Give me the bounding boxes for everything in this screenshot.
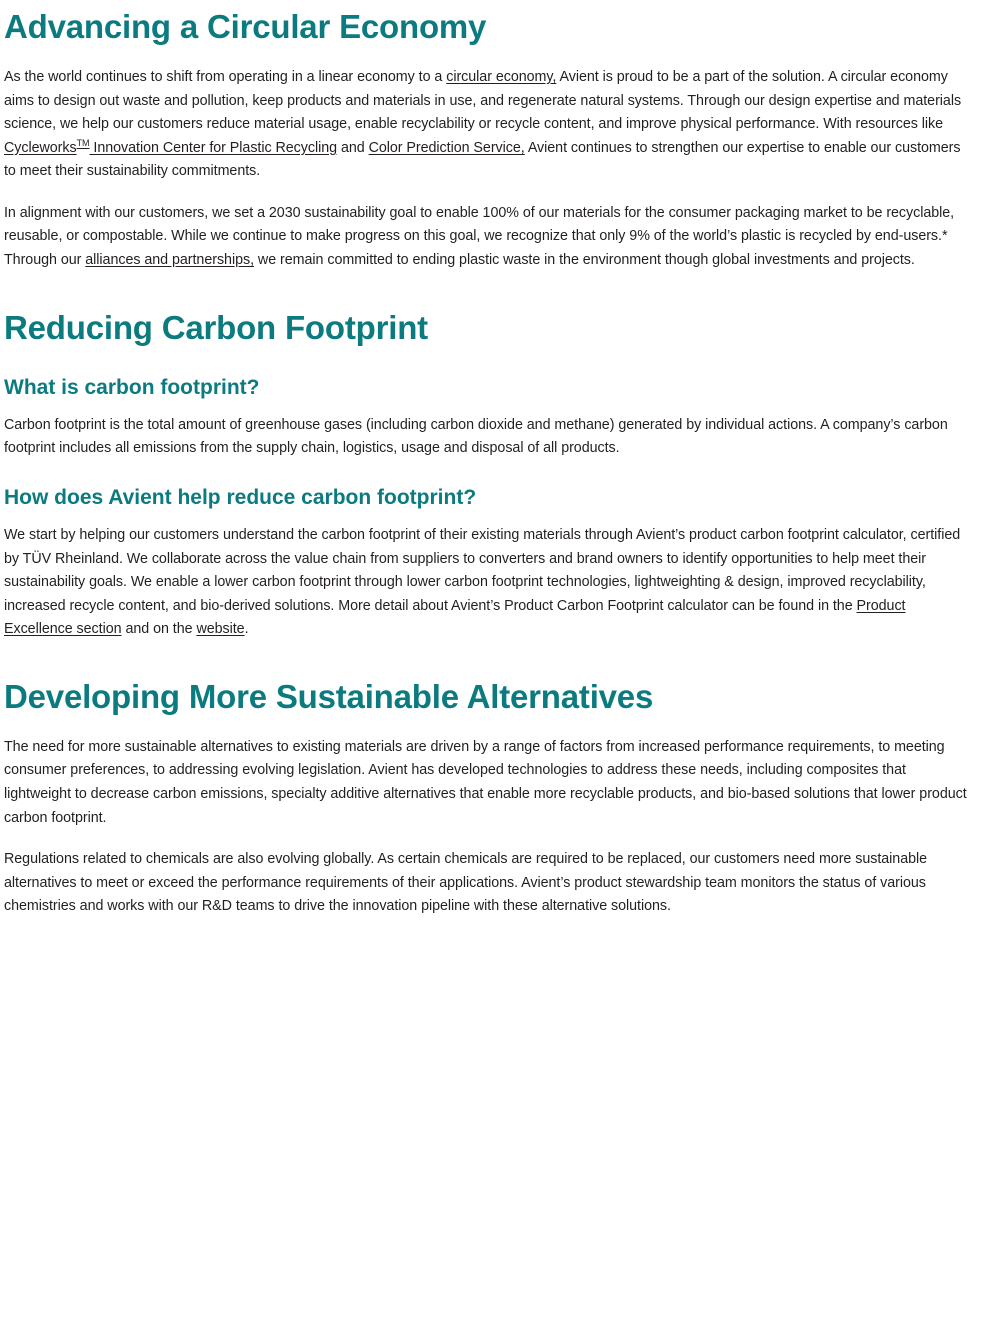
subheading-what-is-carbon-footprint: What is carbon footprint? (4, 375, 260, 399)
text-run: . (244, 621, 249, 638)
section-heading-carbon-footprint: Reducing Carbon Footprint (4, 308, 428, 346)
inline-link[interactable]: TM (76, 137, 90, 148)
text-run: In alignment with our customers, we set a 2030 sustainability goal to enable 100% of our materials for the consumer packaging market to be recyclable, reusable, or compostable. While we continue to make progress on this goal, we recognize that only 9% of the world’s plastic is recycled by end-users.* Through our (4, 204, 955, 268)
text-run: Avient is proud to be a part of the solution. A circular economy aims to design out waste and pollution, keep products and materials in use, and regenerate natural systems. Through our design expertise and materials science, we help our customers reduce material usage, enable recyclability or recycle content, and improve physical performance. With resources like (4, 68, 962, 133)
text-run: As the world continues to shift from operating in a linear economy to a (4, 68, 447, 85)
text-run: and (337, 139, 369, 156)
text-run: Regulations related to chemicals are also evolving globally. As certain chemicals are required to be replaced, our customers need more sustainable alternatives to meet or exceed the performance requirements of their applications. Avient’s product stewardship team monitors the status of various chemistries and works with our R&D teams to drive the innovation pipeline with these alternative solutions. (4, 851, 928, 915)
text-run: The need for more sustainable alternatives to existing materials are driven by a range of factors from increased performance requirements, to meeting consumer preferences, to addressing evolving legislation. Avient has developed technologies to address these needs, including composites that lightweight to decrease carbon emissions, specialty additive alternatives that enable more recyclable products, and bio-based solutions that lower product carbon footprint. (4, 738, 967, 826)
paragraph-circular-economy-1 (4, 66, 973, 184)
inline-link[interactable]: circular economy, (446, 68, 557, 85)
inline-link[interactable]: Product Excellence section (4, 597, 906, 638)
inline-link[interactable]: alliances and partnerships, (85, 251, 254, 268)
inline-link[interactable]: Innovation Center for Plastic Recycling (89, 139, 338, 156)
text-run: We start by helping our customers understand the carbon footprint of their existing materials through Avient’s product carbon footprint calculator, certified by TÜV Rheinland. We collaborate across the value chain from suppliers to converters and brand owners to identify opportunities to help meet their sustainability goals. We enable a lower carbon footprint through lower carbon footprint technologies, lightweighting & design, improved recyclability, increased recycle content, and bio-derived solutions. More detail about Avient’s Product Carbon Footprint calculator can be found in the (4, 527, 961, 614)
inline-link[interactable]: Color Prediction Service, (368, 139, 525, 156)
text-run: and on the (121, 621, 197, 638)
paragraph-circular-economy-2 (4, 202, 973, 273)
paragraph-how-avient-reduces (4, 524, 973, 642)
section-heading-circular-economy: Advancing a Circular Economy (4, 8, 487, 45)
subheading-how-avient-reduces: How does Avient help reduce carbon footprint? (4, 485, 477, 509)
inline-link[interactable]: website (196, 621, 245, 638)
paragraph-sustainable-alternatives-1 (4, 736, 973, 830)
text-run: Avient continues to strengthen our expertise to enable our customers to meet their sustainability commitments. (4, 139, 961, 180)
paragraph-sustainable-alternatives-2 (4, 848, 973, 919)
text-run: Carbon footprint is the total amount of greenhouse gases (including carbon dioxide and methane) generated by individual actions. A company’s carbon footprint includes all emissions from the supply chain, logistics, usage and disposal of all products. (4, 416, 948, 457)
paragraph-what-is-carbon-footprint (4, 414, 973, 461)
inline-link[interactable]: Cycleworks (4, 139, 77, 156)
section-heading-sustainable-alternatives: Developing More Sustainable Alternatives (4, 677, 654, 715)
text-run: we remain committed to ending plastic waste in the environment though global investments and projects. (254, 251, 915, 268)
